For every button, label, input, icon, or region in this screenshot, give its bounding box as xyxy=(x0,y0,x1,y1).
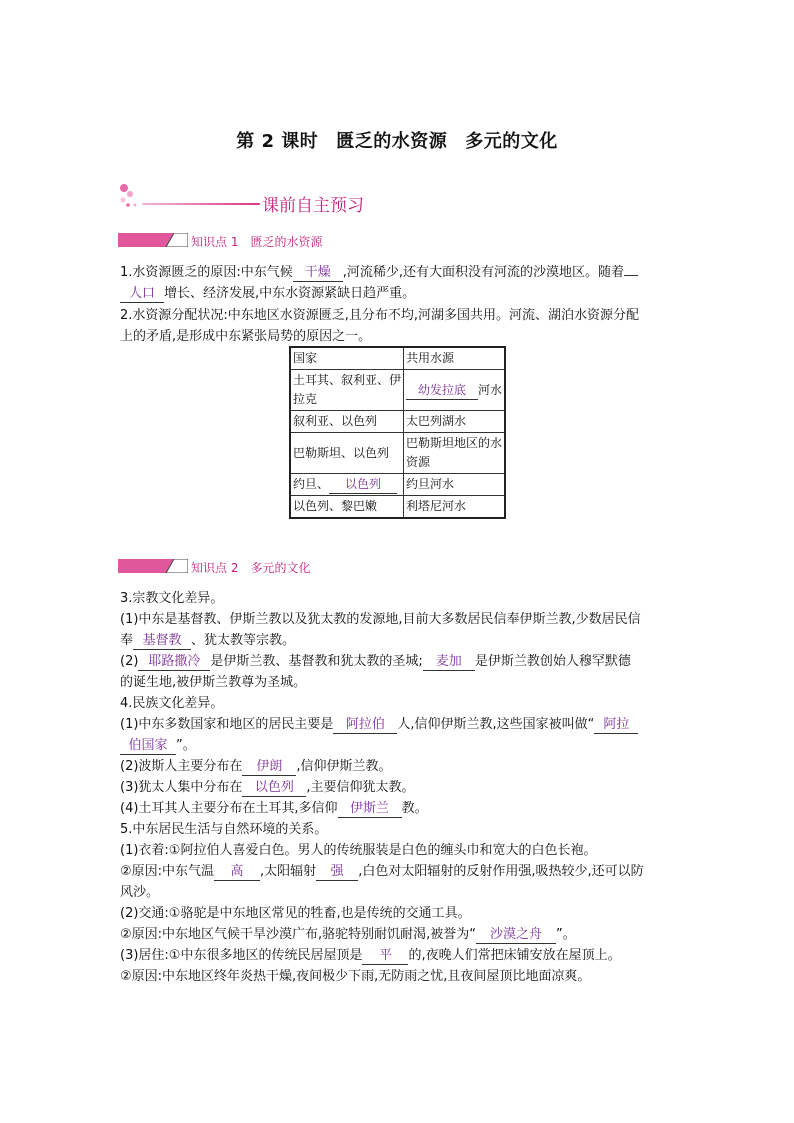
answer-blank: 沙漠之舟 xyxy=(476,926,556,944)
banner-line xyxy=(142,203,260,205)
table-row: 约旦、 以色列 约旦河水 xyxy=(290,474,505,496)
knowledge-tag-icon xyxy=(118,559,188,573)
question-1: 1.水资源匮乏的原因:中东气候 干燥 ,河流稀少,还有大面积没有河流的沙漠地区。随着 人口 增长、经济发展,中东水资源紧缺日趋严重。 xyxy=(120,262,676,304)
answer-blank: 阿拉伯 xyxy=(333,716,397,734)
answer-blank: 强 xyxy=(316,863,358,881)
question-2: 2.水资源分配状况:中东地区水资源匮乏,且分布不均,河湖多国共用。河流、湖泊水资源分配 上的矛盾,是形成中东紧张局势的原因之一。 xyxy=(120,308,640,344)
table-row: 土耳其、叙利亚、伊拉克 幼发拉底 河水 xyxy=(290,370,505,411)
answer-blank: 以色列 xyxy=(329,476,397,494)
answer-blank: 平 xyxy=(362,947,408,965)
question-4: 4.民族文化差异。 (1)中东多数国家和地区的居民主要是 阿拉伯 人,信仰伊斯兰教,这些国家被叫做“ 阿拉 伯国家 ”。 (2)波斯人主要分布在 伊朗 ,信仰伊斯兰教。 (3)犹太人集中分布在 以色列 ,主要信仰犹太教。 (4)土耳其人主要分布在土耳其,多信仰 伊斯兰 教。 xyxy=(120,693,676,819)
answer-blank: 幼发拉底 xyxy=(406,382,478,400)
answer-blank: 基督教 xyxy=(133,632,191,650)
answer-blank: 麦加 xyxy=(423,653,475,671)
knowledge-point-2: 知识点 2 多元的文化 xyxy=(118,557,518,577)
answer-blank: 高 xyxy=(214,863,260,881)
table-row: 国家 共用水源 xyxy=(290,347,505,370)
water-resource-table xyxy=(289,346,506,519)
decorative-dots-icon xyxy=(118,183,148,213)
page-title: 第 2 课时 匮乏的水资源 多元的文化 xyxy=(236,131,558,152)
answer-blank: 阿拉 xyxy=(594,716,638,734)
question-3: 3.宗教文化差异。 (1)中东是基督教、伊斯兰教以及犹太教的发源地,目前大多数居民信奉伊斯兰教,少数居民信 奉 基督教 、犹太教等宗教。 (2) 耶路撒冷 是伊斯兰教、基督教和犹太教的圣城; 麦加 是伊斯兰教创始人穆罕默德 的诞生地,被伊斯兰教尊为圣城。 xyxy=(120,591,641,690)
answer-blank: 伊斯兰 xyxy=(338,800,402,818)
question-5: 5.中东居民生活与自然环境的关系。 (1)衣着:①阿拉伯人喜爱白色。男人的传统服装是白色的缠头巾和宽大的白色长袍。 ②原因:中东气温 高 ,太阳辐射 强 ,白色对太阳辐射的反射作用强,吸热较少,还可以防 风沙。 (2)交通:①骆驼是中东地区常见的牲畜,也是传统的交通工具。 ②原因:中东地区气候干旱沙漠广布,骆驼特别耐饥耐渴,被誉为“ 沙漠之舟 ”。 (3)居住:①中东很多地区的传统民居屋顶是 平 的,夜晚人们常把床铺安放在屋顶上。 ②原因:中东地区终年炎热干燥,夜间极少下雨,无防雨之忧,且夜间屋顶比地面凉爽。 xyxy=(120,822,644,984)
knowledge-point-1: 知识点 1 匮乏的水资源 xyxy=(118,231,518,251)
answer-blank: 干燥 xyxy=(293,264,343,282)
answer-blank: 以色列 xyxy=(242,779,306,797)
answer-blank: 人口 xyxy=(120,285,164,303)
knowledge-tag-icon xyxy=(118,233,188,247)
table-row: 巴勒斯坦、以色列 巴勒斯坦地区的水资源 xyxy=(290,433,505,474)
section-banner xyxy=(118,183,398,216)
section-title: 课前自主预习 xyxy=(262,196,364,216)
answer-blank: 伯国家 xyxy=(120,737,176,755)
table-row: 叙利亚、以色列 太巴列湖水 xyxy=(290,411,505,433)
answer-blank: 耶路撒冷 xyxy=(138,653,210,671)
answer-blank: 伊朗 xyxy=(242,758,296,776)
table-row: 以色列、黎巴嫩 利塔尼河水 xyxy=(290,496,505,519)
